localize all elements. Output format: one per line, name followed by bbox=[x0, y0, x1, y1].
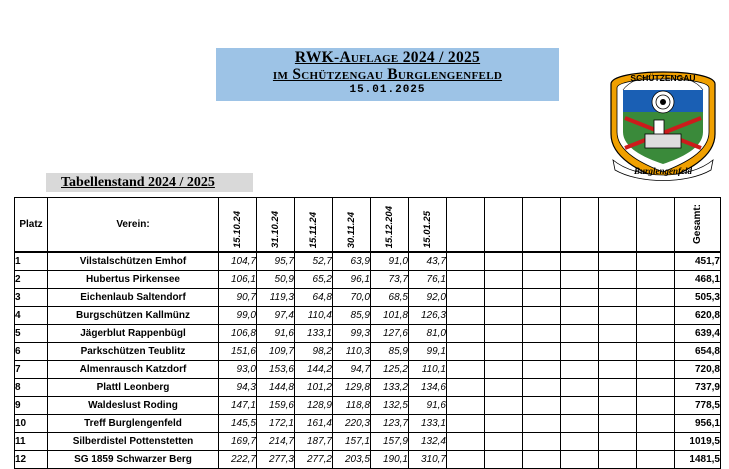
date-label-6: 15.01.25 bbox=[422, 211, 433, 248]
empty-cell bbox=[637, 325, 675, 343]
gesamt-cell: 737,9 bbox=[675, 379, 721, 397]
empty-cell bbox=[561, 343, 599, 361]
score-cell: 99,1 bbox=[409, 343, 447, 361]
table-row bbox=[15, 325, 721, 343]
empty-cell bbox=[485, 289, 523, 307]
score-cell: 125,2 bbox=[371, 361, 409, 379]
empty-cell bbox=[523, 433, 561, 451]
gesamt-cell: 505,3 bbox=[675, 289, 721, 307]
score-cell: 169,7 bbox=[219, 433, 257, 451]
score-cell: 145,5 bbox=[219, 415, 257, 433]
date-label-2: 31.10.24 bbox=[270, 211, 281, 248]
score-cell: 220,3 bbox=[333, 415, 371, 433]
empty-cell bbox=[599, 289, 637, 307]
verein-cell: SG 1859 Schwarzer Berg bbox=[48, 451, 219, 469]
title-line-2: im Schützengau Burglengenfeld bbox=[272, 66, 503, 83]
empty-cell bbox=[637, 361, 675, 379]
platz-cell: 4 bbox=[15, 307, 48, 325]
title-line-1: RWK-Auflage 2024 / 2025 bbox=[294, 49, 481, 66]
score-cell: 68,5 bbox=[371, 289, 409, 307]
empty-cell bbox=[485, 271, 523, 289]
verein-cell: Waldeslust Roding bbox=[48, 397, 219, 415]
score-cell: 76,1 bbox=[409, 271, 447, 289]
empty-cell bbox=[637, 307, 675, 325]
schuetzengau-logo bbox=[607, 64, 719, 182]
table-row bbox=[15, 307, 721, 325]
score-cell: 172,1 bbox=[257, 415, 295, 433]
gesamt-cell: 654,8 bbox=[675, 343, 721, 361]
gesamt-cell: 451,7 bbox=[675, 252, 721, 271]
score-cell: 81,0 bbox=[409, 325, 447, 343]
empty-cell bbox=[599, 451, 637, 469]
empty-cell bbox=[485, 433, 523, 451]
gesamt-label: Gesamt: bbox=[692, 204, 703, 245]
score-cell: 110,3 bbox=[333, 343, 371, 361]
empty-cell bbox=[561, 307, 599, 325]
score-cell: 101,8 bbox=[371, 307, 409, 325]
empty-cell bbox=[637, 252, 675, 271]
empty-cell bbox=[523, 252, 561, 271]
standings-table bbox=[14, 197, 721, 469]
date-label-1: 15.10.24 bbox=[232, 211, 243, 248]
empty-cell bbox=[447, 397, 485, 415]
score-cell: 95,7 bbox=[257, 252, 295, 271]
empty-cell bbox=[485, 451, 523, 469]
table-row bbox=[15, 397, 721, 415]
score-cell: 73,7 bbox=[371, 271, 409, 289]
score-cell: 96,1 bbox=[333, 271, 371, 289]
score-cell: 92,0 bbox=[409, 289, 447, 307]
empty-cell bbox=[485, 343, 523, 361]
date-label-4: 30.11.24 bbox=[346, 211, 357, 248]
empty-cell bbox=[561, 325, 599, 343]
empty-cell bbox=[485, 361, 523, 379]
empty-cell bbox=[447, 307, 485, 325]
column-header-empty-8 bbox=[485, 198, 523, 253]
table-body bbox=[15, 252, 721, 469]
score-cell: 133,2 bbox=[371, 379, 409, 397]
empty-cell bbox=[523, 415, 561, 433]
empty-cell bbox=[485, 397, 523, 415]
score-cell: 190,1 bbox=[371, 451, 409, 469]
table-row bbox=[15, 451, 721, 469]
column-header-date-1 bbox=[219, 198, 257, 253]
verein-cell: Jägerblut Rappenbügl bbox=[48, 325, 219, 343]
score-cell: 144,8 bbox=[257, 379, 295, 397]
logo-bottom-text: Burglengenfeld bbox=[633, 166, 693, 176]
column-header-empty-12 bbox=[637, 198, 675, 253]
gesamt-cell: 778,5 bbox=[675, 397, 721, 415]
score-cell: 126,3 bbox=[409, 307, 447, 325]
score-cell: 214,7 bbox=[257, 433, 295, 451]
column-header-empty-7 bbox=[447, 198, 485, 253]
verein-cell: Vilstalschützen Emhof bbox=[48, 252, 219, 271]
score-cell: 128,9 bbox=[295, 397, 333, 415]
column-header-verein: Verein: bbox=[48, 198, 219, 253]
score-cell: 129,8 bbox=[333, 379, 371, 397]
table-row bbox=[15, 289, 721, 307]
score-cell: 203,5 bbox=[333, 451, 371, 469]
column-header-gesamt bbox=[675, 198, 721, 253]
standings-subtitle: Tabellenstand 2024 / 2025 bbox=[46, 173, 253, 192]
empty-cell bbox=[523, 361, 561, 379]
score-cell: 147,1 bbox=[219, 397, 257, 415]
table-row bbox=[15, 343, 721, 361]
platz-cell: 6 bbox=[15, 343, 48, 361]
score-cell: 109,7 bbox=[257, 343, 295, 361]
column-header-date-2 bbox=[257, 198, 295, 253]
verein-cell: Almenrausch Katzdorf bbox=[48, 361, 219, 379]
score-cell: 50,9 bbox=[257, 271, 295, 289]
column-header-date-5 bbox=[371, 198, 409, 253]
column-header-empty-11 bbox=[599, 198, 637, 253]
platz-cell: 3 bbox=[15, 289, 48, 307]
verein-cell: Burgschützen Kallmünz bbox=[48, 307, 219, 325]
verein-cell: Parkschützen Teublitz bbox=[48, 343, 219, 361]
score-cell: 90,7 bbox=[219, 289, 257, 307]
score-cell: 110,4 bbox=[295, 307, 333, 325]
empty-cell bbox=[485, 252, 523, 271]
score-cell: 63,9 bbox=[333, 252, 371, 271]
empty-cell bbox=[599, 252, 637, 271]
gesamt-cell: 720,8 bbox=[675, 361, 721, 379]
score-cell: 91,6 bbox=[409, 397, 447, 415]
column-header-empty-9 bbox=[523, 198, 561, 253]
table-row bbox=[15, 379, 721, 397]
empty-cell bbox=[637, 289, 675, 307]
empty-cell bbox=[523, 271, 561, 289]
platz-cell: 10 bbox=[15, 415, 48, 433]
table-row bbox=[15, 415, 721, 433]
platz-cell: 8 bbox=[15, 379, 48, 397]
score-cell: 94,7 bbox=[333, 361, 371, 379]
logo-top-text: SCHÜTZENGAU bbox=[630, 73, 696, 83]
empty-cell bbox=[523, 343, 561, 361]
empty-cell bbox=[485, 415, 523, 433]
empty-cell bbox=[599, 433, 637, 451]
score-cell: 157,9 bbox=[371, 433, 409, 451]
score-cell: 85,9 bbox=[371, 343, 409, 361]
gesamt-cell: 1481,5 bbox=[675, 451, 721, 469]
empty-cell bbox=[447, 343, 485, 361]
empty-cell bbox=[561, 415, 599, 433]
column-header-empty-10 bbox=[561, 198, 599, 253]
score-cell: 65,2 bbox=[295, 271, 333, 289]
score-cell: 94,3 bbox=[219, 379, 257, 397]
score-cell: 106,8 bbox=[219, 325, 257, 343]
title-banner bbox=[216, 48, 559, 101]
empty-cell bbox=[637, 343, 675, 361]
empty-cell bbox=[599, 343, 637, 361]
score-cell: 118,8 bbox=[333, 397, 371, 415]
platz-cell: 1 bbox=[15, 252, 48, 271]
score-cell: 70,0 bbox=[333, 289, 371, 307]
score-cell: 43,7 bbox=[409, 252, 447, 271]
table-row bbox=[15, 361, 721, 379]
empty-cell bbox=[447, 433, 485, 451]
empty-cell bbox=[599, 415, 637, 433]
empty-cell bbox=[447, 379, 485, 397]
empty-cell bbox=[599, 325, 637, 343]
score-cell: 132,5 bbox=[371, 397, 409, 415]
empty-cell bbox=[523, 325, 561, 343]
score-cell: 85,9 bbox=[333, 307, 371, 325]
score-cell: 91,0 bbox=[371, 252, 409, 271]
date-label-5: 15.12.204 bbox=[384, 205, 395, 248]
empty-cell bbox=[561, 361, 599, 379]
score-cell: 101,2 bbox=[295, 379, 333, 397]
score-cell: 151,6 bbox=[219, 343, 257, 361]
platz-cell: 7 bbox=[15, 361, 48, 379]
score-cell: 133,1 bbox=[295, 325, 333, 343]
empty-cell bbox=[561, 451, 599, 469]
empty-cell bbox=[485, 307, 523, 325]
empty-cell bbox=[447, 361, 485, 379]
score-cell: 153,6 bbox=[257, 361, 295, 379]
empty-cell bbox=[637, 271, 675, 289]
platz-cell: 11 bbox=[15, 433, 48, 451]
empty-cell bbox=[523, 307, 561, 325]
score-cell: 119,3 bbox=[257, 289, 295, 307]
empty-cell bbox=[637, 415, 675, 433]
column-header-date-4 bbox=[333, 198, 371, 253]
empty-cell bbox=[599, 307, 637, 325]
score-cell: 127,6 bbox=[371, 325, 409, 343]
empty-cell bbox=[637, 397, 675, 415]
score-cell: 99,0 bbox=[219, 307, 257, 325]
empty-cell bbox=[447, 451, 485, 469]
empty-cell bbox=[599, 397, 637, 415]
score-cell: 123,7 bbox=[371, 415, 409, 433]
empty-cell bbox=[561, 289, 599, 307]
score-cell: 133,1 bbox=[409, 415, 447, 433]
score-cell: 91,6 bbox=[257, 325, 295, 343]
empty-cell bbox=[447, 325, 485, 343]
empty-cell bbox=[561, 379, 599, 397]
column-header-date-6 bbox=[409, 198, 447, 253]
empty-cell bbox=[561, 397, 599, 415]
empty-cell bbox=[561, 433, 599, 451]
empty-cell bbox=[523, 289, 561, 307]
empty-cell bbox=[523, 397, 561, 415]
gesamt-cell: 1019,5 bbox=[675, 433, 721, 451]
score-cell: 104,7 bbox=[219, 252, 257, 271]
table-row bbox=[15, 252, 721, 271]
score-cell: 134,6 bbox=[409, 379, 447, 397]
empty-cell bbox=[637, 433, 675, 451]
verein-cell: Silberdistel Pottenstetten bbox=[48, 433, 219, 451]
score-cell: 64,8 bbox=[295, 289, 333, 307]
gesamt-cell: 639,4 bbox=[675, 325, 721, 343]
gesamt-cell: 468,1 bbox=[675, 271, 721, 289]
score-cell: 99,3 bbox=[333, 325, 371, 343]
title-date: 15.01.2025 bbox=[349, 84, 426, 96]
empty-cell bbox=[561, 252, 599, 271]
score-cell: 97,4 bbox=[257, 307, 295, 325]
table-row bbox=[15, 271, 721, 289]
score-cell: 222,7 bbox=[219, 451, 257, 469]
empty-cell bbox=[599, 361, 637, 379]
score-cell: 93,0 bbox=[219, 361, 257, 379]
table-header-row bbox=[15, 198, 721, 253]
score-cell: 187,7 bbox=[295, 433, 333, 451]
score-cell: 52,7 bbox=[295, 252, 333, 271]
verein-cell: Hubertus Pirkensee bbox=[48, 271, 219, 289]
date-label-3: 15.11.24 bbox=[308, 211, 319, 248]
column-header-date-3 bbox=[295, 198, 333, 253]
empty-cell bbox=[447, 252, 485, 271]
empty-cell bbox=[447, 271, 485, 289]
empty-cell bbox=[447, 415, 485, 433]
gesamt-cell: 956,1 bbox=[675, 415, 721, 433]
verein-cell: Plattl Leonberg bbox=[48, 379, 219, 397]
verein-cell: Treff Burglengenfeld bbox=[48, 415, 219, 433]
score-cell: 277,2 bbox=[295, 451, 333, 469]
score-cell: 106,1 bbox=[219, 271, 257, 289]
column-header-platz: Platz bbox=[15, 198, 48, 253]
score-cell: 98,2 bbox=[295, 343, 333, 361]
gesamt-cell: 620,8 bbox=[675, 307, 721, 325]
score-cell: 157,1 bbox=[333, 433, 371, 451]
table-row bbox=[15, 433, 721, 451]
score-cell: 310,7 bbox=[409, 451, 447, 469]
empty-cell bbox=[599, 271, 637, 289]
empty-cell bbox=[561, 271, 599, 289]
score-cell: 110,1 bbox=[409, 361, 447, 379]
empty-cell bbox=[637, 379, 675, 397]
empty-cell bbox=[485, 325, 523, 343]
empty-cell bbox=[523, 379, 561, 397]
platz-cell: 12 bbox=[15, 451, 48, 469]
score-cell: 132,4 bbox=[409, 433, 447, 451]
empty-cell bbox=[447, 289, 485, 307]
score-cell: 277,3 bbox=[257, 451, 295, 469]
platz-cell: 5 bbox=[15, 325, 48, 343]
empty-cell bbox=[599, 379, 637, 397]
empty-cell bbox=[485, 379, 523, 397]
score-cell: 144,2 bbox=[295, 361, 333, 379]
platz-cell: 9 bbox=[15, 397, 48, 415]
platz-cell: 2 bbox=[15, 271, 48, 289]
score-cell: 161,4 bbox=[295, 415, 333, 433]
score-cell: 159,6 bbox=[257, 397, 295, 415]
verein-cell: Eichenlaub Saltendorf bbox=[48, 289, 219, 307]
empty-cell bbox=[523, 451, 561, 469]
empty-cell bbox=[637, 451, 675, 469]
